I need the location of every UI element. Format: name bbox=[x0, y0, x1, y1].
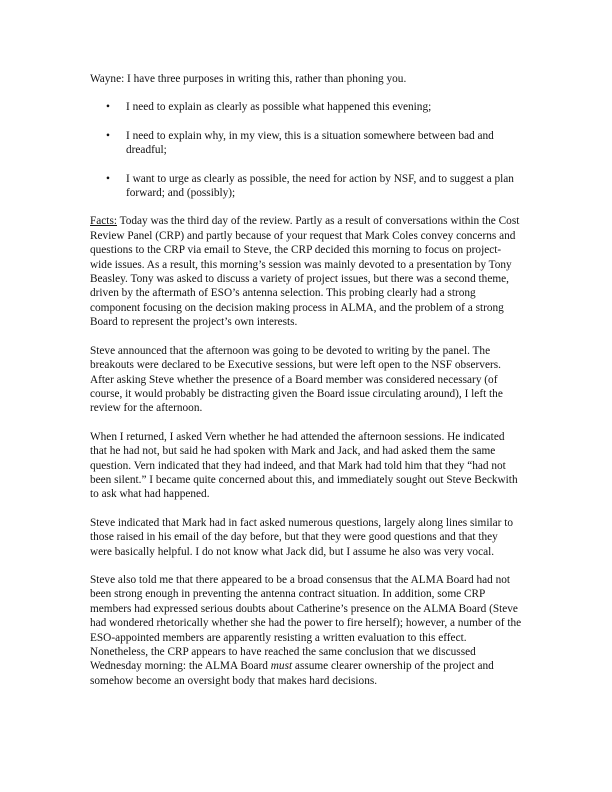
list-item bbox=[90, 129, 522, 158]
list-item bbox=[90, 100, 522, 114]
purpose-text: I want to urge as clearly as possible, the need for action by NSF, and to suggest a plan forward; and (possibly); bbox=[126, 172, 514, 200]
emphasis-must: must bbox=[270, 660, 293, 673]
paragraph-questions: Steve indicated that Mark had in fact asked numerous questions, largely along lines similar to those raised in his email of the day before, but that they were good questions and that they were basically helpful. I do not know what Jack did, but I assume he also was very vocal. bbox=[90, 516, 514, 558]
purposes-list bbox=[90, 100, 522, 200]
facts-label: Facts: bbox=[90, 215, 117, 228]
consensus-text-start: Steve also told me that there appeared to be a broad consensus that the ALMA Board had not been strong enough in preventing the antenna contract situation. In addition, some CRP members had expressed serious doubts about Catherine’s presence on the ALMA Board (Steve had wondered rhetorically whether she had the power to fire herself); however, a number of the ESO-appointed members are apparently resisting a written evaluation to this effect. Nonetheless, the CRP appears to have reached the same conclusion that we discussed Wednesday morning: the ALMA Board bbox=[90, 573, 522, 673]
purpose-text: I need to explain why, in my view, this is a situation somewhere between bad and dreadful; bbox=[126, 129, 494, 157]
facts-text: Today was the third day of the review. Partly as a result of conversations within the Cost Review Panel (CRP) and partly because of your request that Mark Coles convey concerns and questions to the CRP via email to Steve, the CRP decided this morning to focus on project-wide issues. As a result, this morning’s session was mainly devoted to a presentation by Tony Beasley. Tony was asked to discuss a variety of project issues, but there was a second theme, driven by the aftermath of ESO’s antenna selection. This probing clearly had a strong component focusing on the decision making process in ALMA, and the problem of a strong Board to represent the project’s own interests. bbox=[90, 215, 520, 329]
purpose-text: I need to explain as clearly as possible what happened this evening; bbox=[126, 101, 432, 114]
paragraph-afternoon: Steve announced that the afternoon was going to be devoted to writing by the panel. The breakouts were declared to be Executive sessions, but were left open to the NSF observers. After asking Steve whether the presence of a Board member was considered necessary (of course, it would probably be distracting given the Board issue circulating around), I left the review for the afternoon. bbox=[90, 344, 503, 415]
paragraph-return: When I returned, I asked Vern whether he had attended the afternoon sessions. He indicated that he had not, but said he had spoken with Mark and Jack, and had asked them the same question. Vern indicated that they had indeed, and that Mark had told him that they “had not been silent.” I became quite concerned about this, and immediately sought out Steve Beckwith to ask what had happened. bbox=[90, 430, 518, 501]
greeting-line: Wayne: I have three purposes in writing this, rather than phoning you. bbox=[90, 73, 407, 85]
bullet-icon: • bbox=[106, 172, 110, 185]
paragraph-consensus bbox=[90, 573, 522, 688]
list-item bbox=[90, 172, 522, 201]
bullet-icon: • bbox=[106, 101, 110, 114]
bullet-icon: • bbox=[106, 129, 110, 142]
facts-paragraph bbox=[90, 214, 522, 329]
consensus-text-end: assume clearer ownership of the project and somehow become an oversight body that makes hard decisions. bbox=[90, 660, 494, 687]
